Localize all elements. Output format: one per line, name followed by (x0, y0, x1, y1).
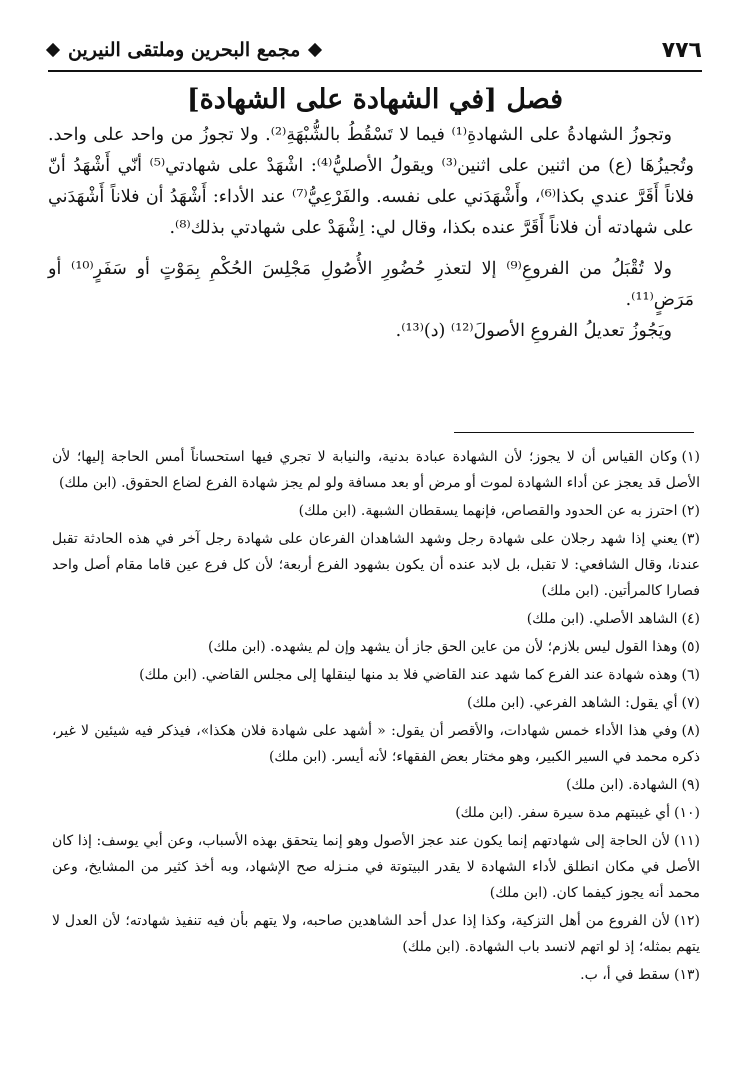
diamond-ornament-icon (46, 43, 60, 57)
footnote-number: (٨) (681, 723, 700, 739)
footnote-number: (٦) (681, 667, 700, 683)
footnotes (52, 444, 700, 990)
footnote-number: (١٣) (674, 967, 700, 983)
footnote-text: احترز به عن الحدود والقصاص، فإنهما يسقطان الشبهة. (ابن ملك) (298, 503, 678, 519)
footnote (52, 606, 700, 632)
footnote (52, 662, 700, 688)
footnote (52, 690, 700, 716)
footnote-text: سقط في أ، ب. (580, 967, 671, 983)
footnote-number: (١١) (674, 833, 700, 849)
page-header (48, 30, 702, 72)
footnote-text: يعني إذا شهد رجلان على شهادة رجل وشهد الشاهدان الفرعان على شهادة رجل آخر في هذه الحادثة تقبل عندنا، وقال الشافعي: لا تقبل، بل لابد عنده أن يكون بشهود الفرع أربعة؛ لأن كل فرع عين قاما مقام أصل واحد فصارا كالمرأتين. (ابن ملك) (52, 531, 700, 599)
footnote-number: (١) (681, 449, 700, 465)
footnote-text: الشاهد الأصلي. (ابن ملك) (526, 611, 678, 627)
footnote-number: (٥) (681, 639, 700, 655)
book-title: مجمع البحرين وملتقى النيرين (68, 39, 301, 61)
footnote (52, 718, 700, 770)
footnote (52, 444, 700, 496)
main-paragraph: ويَجُوزُ تعديلُ الفروعِ الأصولَ⁽¹²⁾ (د)⁽¹³⁾. (395, 321, 672, 341)
footnote-number: (١٢) (674, 913, 700, 929)
footnote-number: (٤) (681, 611, 700, 627)
footnote-text: أي يقول: الشاهد الفرعي. (ابن ملك) (466, 695, 678, 711)
footnote-text: الشهادة. (ابن ملك) (565, 777, 678, 793)
footnote (52, 498, 700, 524)
footnote-number: (٧) (681, 695, 700, 711)
main-paragraph: ولا تُقْبَلُ من الفروعِ⁽⁹⁾ إلا لتعذرِ حُضُورِ الأُصُولِ مَجْلِسَ الحُكْمِ بِمَوْتٍ أو سَفَرٍ⁽¹⁰⁾ أو مَرَضٍ⁽¹¹⁾. (48, 259, 694, 310)
main-text (48, 120, 694, 347)
footnote (52, 828, 700, 906)
footnote-text: وهذه شهادة عند الفرع كما شهد عند القاضي فلا بد منها لينقلها إلى مجلس القاضي. (ابن ملك) (139, 667, 678, 683)
footnote-text: أي غيبتهم مدة سيرة سفر. (ابن ملك) (455, 805, 671, 821)
footnote-text: وهذا القول ليس بلازم؛ لأن من عاين الحق جاز أن يشهد وإن لم يشهده. (ابن ملك) (207, 639, 678, 655)
footnote-number: (٩) (681, 777, 700, 793)
footnote-text: لأن الفروع من أهل التزكية، وكذا إذا عدل أحد الشاهدين صاحبه، ولا يتهم بأن فيه تنفيذ شهادته؛ لأن العدل لا يتهم بمثله؛ إذ لو اتهم لانسد باب الشهادة. (ابن ملك) (52, 913, 700, 955)
page-number: ٧٧٦ (661, 37, 702, 63)
footnote (52, 962, 700, 988)
footnote (52, 772, 700, 798)
footnote-text: وفي هذا الأداء خمس شهادات، والأقصر أن يقول: « أشهد على شهادة فلان هكذا»، فيذكر فيه شيئين لا غير، ذكره محمد في السير الكبير، وهو مختار بعض الفقهاء؛ لأنه أيسر. (ابن ملك) (52, 723, 700, 765)
footnote-text: لأن الحاجة إلى شهادتهم إنما يكون عند عجز الأصول وهو إنما يتحقق بهذه الأسباب، وعن أبي يوسف: إذا كان الأصل في مكان انطلق لأداء الشهادة لا يقدر البيتوتة في منـزله صح الإشهاد، وبه أخذ كثير من المشايخ، وعن محمد أنه يجوز كيفما كان. (ابن ملك) (52, 833, 700, 901)
footnote-number: (١٠) (674, 805, 700, 821)
running-title (48, 39, 320, 61)
footnote (52, 634, 700, 660)
diamond-ornament-icon (308, 43, 322, 57)
footnote-divider (454, 432, 694, 433)
main-paragraph: وتجوزُ الشهادةُ على الشهادةِ⁽¹⁾ فيما لا تَسْقُطُ بالشُّبْهَةِ⁽²⁾. ولا تجوزُ من واحد على واحد. وتُجيزُهَا (ع) من اثنين على اثنين⁽³⁾ ويقولُ الأصليُّ⁽⁴⁾: اشْهَدْ على شهادتي⁽⁵⁾ أنّي أَشْهَدُ أنّ فلاناً أَقَرَّ عندي بكذا⁽⁶⁾، وأَشْهَدَني على نفسه. والفَرْعِيُّ⁽⁷⁾ عند الأداء: أَشْهَدُ أن فلاناً أَشْهَدَني على شهادته أن فلاناً أَقَرَّ عنده بكذا، وقال لي: اِشْهَدْ على شهادتي بذلك⁽⁸⁾. (48, 125, 695, 238)
footnote (52, 800, 700, 826)
footnote-number: (٣) (681, 531, 700, 547)
section-title: فصل [في الشهادة على الشهادة] (186, 84, 564, 115)
footnote-text: وكان القياس أن لا يجوز؛ لأن الشهادة عبادة بدنية، والنيابة لا تجري فيها استحساناً أمس الحاجة إليها؛ لأن الأصل قد يعجز عن أداء الشهادة لموت أو مرض أو بعد مسافة ولو لم يجز شهادة الفرع لضاع الحقوق. (ابن ملك) (52, 449, 700, 491)
footnote (52, 526, 700, 604)
footnote-number: (٢) (681, 503, 700, 519)
footnote (52, 908, 700, 960)
